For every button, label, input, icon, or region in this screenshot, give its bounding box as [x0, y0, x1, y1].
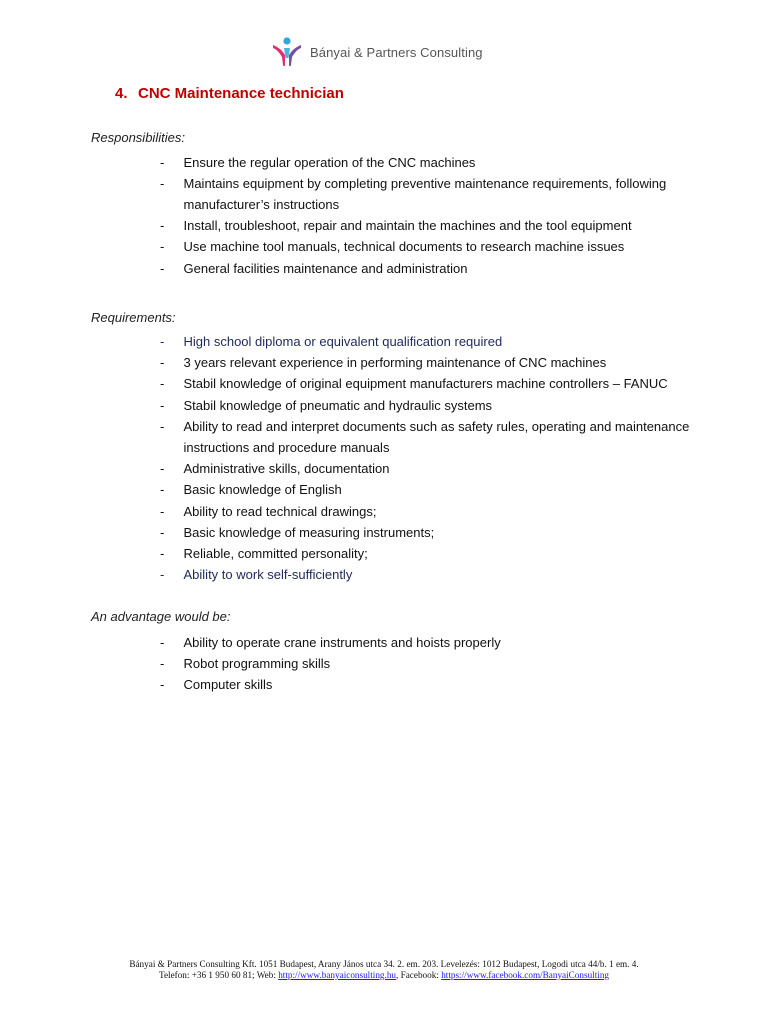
list-marker: -	[160, 418, 165, 434]
list-marker: -	[160, 397, 165, 413]
requirements-list	[158, 331, 698, 585]
list-item: - Maintains equipment by completing preventive maintenance requirements, following manufacturer’s instructions	[158, 173, 698, 215]
list-marker: -	[160, 482, 165, 498]
list-item: - Administrative skills, documentation	[158, 458, 698, 479]
title-text: CNC Maintenance technician	[138, 85, 344, 102]
list-marker: -	[160, 239, 165, 255]
list-item: - Basic knowledge of English	[158, 479, 698, 500]
list-item: - Robot programming skills	[158, 653, 698, 674]
list-marker: -	[160, 656, 165, 672]
advantage-list	[158, 632, 698, 696]
list-marker: -	[160, 567, 165, 583]
list-item: - Ability to operate crane instruments and hoists properly	[158, 632, 698, 653]
list-marker: -	[160, 461, 165, 477]
company-logo	[270, 36, 483, 68]
list-marker: -	[160, 524, 165, 540]
responsibilities-list	[158, 152, 698, 279]
footer-contact: Telefon: +36 1 950 60 81; Web: http://www.banyaiconsulting.hu, Facebook: https://www.facebook.com/BanyaiConsulting	[158, 970, 610, 980]
list-marker: -	[160, 635, 165, 650]
list-item: - Ability to read and interpret documents such as safety rules, operating and maintenance instructions and procedure manuals	[158, 416, 698, 458]
list-item: - Computer skills	[158, 674, 698, 695]
responsibilities-heading: Responsibilities:	[91, 130, 185, 145]
footer-address: Bányai & Partners Consulting Kft. 1051 Budapest, Arany János utca 34. 2. em. 203. Levelezés: 1012 Budapest, Logodi utca 44/b. 1 em. 4.	[129, 959, 639, 969]
list-marker: -	[160, 355, 165, 371]
advantage-heading: An advantage would be:	[91, 609, 231, 624]
list-marker: -	[160, 154, 165, 170]
list-marker: -	[160, 376, 165, 392]
page-title	[115, 85, 344, 102]
list-item: - 3 years relevant experience in performing maintenance of CNC machines	[158, 352, 698, 373]
list-item: - Install, troubleshoot, repair and maintain the machines and the tool equipment	[158, 215, 698, 236]
list-marker: -	[160, 175, 165, 191]
page-footer	[0, 959, 768, 981]
list-item: - Ensure the regular operation of the CNC machines	[158, 152, 698, 173]
people-logo-icon	[270, 36, 304, 68]
list-item: - Use machine tool manuals, technical documents to research machine issues	[158, 236, 698, 257]
list-marker: -	[160, 334, 165, 349]
list-item: - General facilities maintenance and administration	[158, 258, 698, 279]
list-marker: -	[160, 503, 165, 519]
requirements-heading: Requirements:	[91, 310, 176, 325]
list-item: - Stabil knowledge of pneumatic and hydraulic systems	[158, 395, 698, 416]
list-item: - Stabil knowledge of original equipment manufacturers machine controllers – FANUC	[158, 373, 698, 394]
list-marker: -	[160, 546, 165, 562]
list-item: - High school diploma or equivalent qualification required	[158, 331, 698, 352]
website-link[interactable]: http://www.banyaiconsulting.hu	[278, 970, 397, 980]
facebook-link[interactable]: https://www.facebook.com/BanyaiConsulting	[441, 970, 610, 980]
list-item: - Ability to read technical drawings;	[158, 501, 698, 522]
list-item: - Basic knowledge of measuring instruments;	[158, 522, 698, 543]
list-marker: -	[160, 677, 165, 693]
list-marker: -	[160, 260, 165, 276]
title-number: 4.	[115, 85, 128, 102]
list-marker: -	[160, 218, 165, 234]
list-item: - Ability to work self-sufficiently	[158, 564, 698, 585]
logo-text: Bányai & Partners Consulting	[310, 44, 483, 60]
list-item: - Reliable, committed personality;	[158, 543, 698, 564]
